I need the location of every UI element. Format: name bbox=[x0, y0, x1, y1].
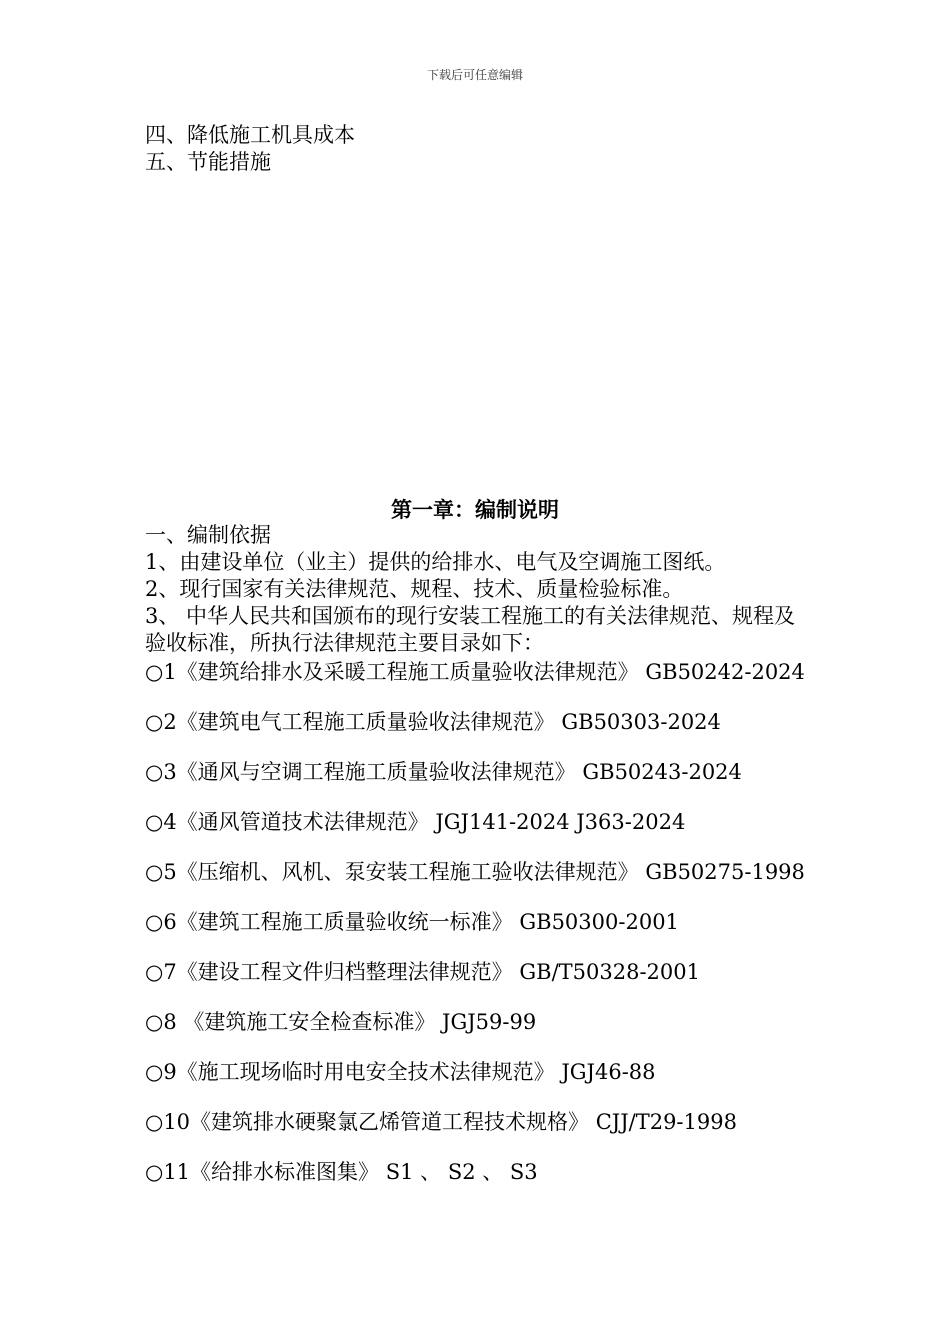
toc-item: 四、降低施工机具成本 bbox=[145, 123, 355, 147]
basis-section bbox=[145, 522, 810, 657]
section-heading: 一、编制依据 bbox=[145, 523, 271, 547]
toc-item: 五、节能措施 bbox=[145, 150, 271, 174]
reference-item: ○7《建设工程文件归档整理法律规范》 GB/T50328-2001 bbox=[145, 960, 700, 984]
reference-item: ○3《通风与空调工程施工质量验收法律规范》 GB50243-2024 bbox=[145, 760, 742, 784]
reference-item: ○1《建筑给排水及采暖工程施工质量验收法律规范》 GB50242-2024 bbox=[145, 660, 805, 684]
reference-item: ○6《建筑工程施工质量验收统一标准》 GB50300-2001 bbox=[145, 910, 679, 934]
reference-item: ○11《给排水标准图集》 S1 、 S2 、 S3 bbox=[145, 1160, 538, 1184]
chapter-title: 第一章：编制说明 bbox=[391, 497, 559, 522]
reference-item: ○8 《建筑施工安全检查标准》 JGJ59-99 bbox=[145, 1010, 537, 1034]
page-header-note: 下载后可任意编辑 bbox=[426, 68, 523, 82]
toc-list bbox=[145, 122, 355, 176]
basis-item: 1、由建设单位（业主）提供的给排水、电气及空调施工图纸。 bbox=[145, 550, 726, 574]
reference-item: ○9《施工现场临时用电安全技术法律规范》 JGJ46-88 bbox=[145, 1060, 656, 1084]
basis-item: 3、 中华人民共和国颁布的现行安装工程施工的有关法律规范、规程及验收标准，所执行法律规范主要目录如下： bbox=[145, 604, 796, 655]
reference-list bbox=[145, 658, 845, 1208]
reference-item: ○2《建筑电气工程施工质量验收法律规范》 GB50303-2024 bbox=[145, 710, 721, 734]
reference-item: ○4《通风管道技术法律规范》 JGJ141-2024 J363-2024 bbox=[145, 810, 686, 834]
reference-item: ○5《压缩机、风机、泵安装工程施工验收法律规范》 GB50275-1998 bbox=[145, 860, 805, 884]
basis-item: 2、现行国家有关法律规范、规程、技术、质量检验标准。 bbox=[145, 577, 684, 601]
reference-item: ○10《建筑排水硬聚氯乙烯管道工程技术规格》 CJJ/T29-1998 bbox=[145, 1110, 737, 1134]
